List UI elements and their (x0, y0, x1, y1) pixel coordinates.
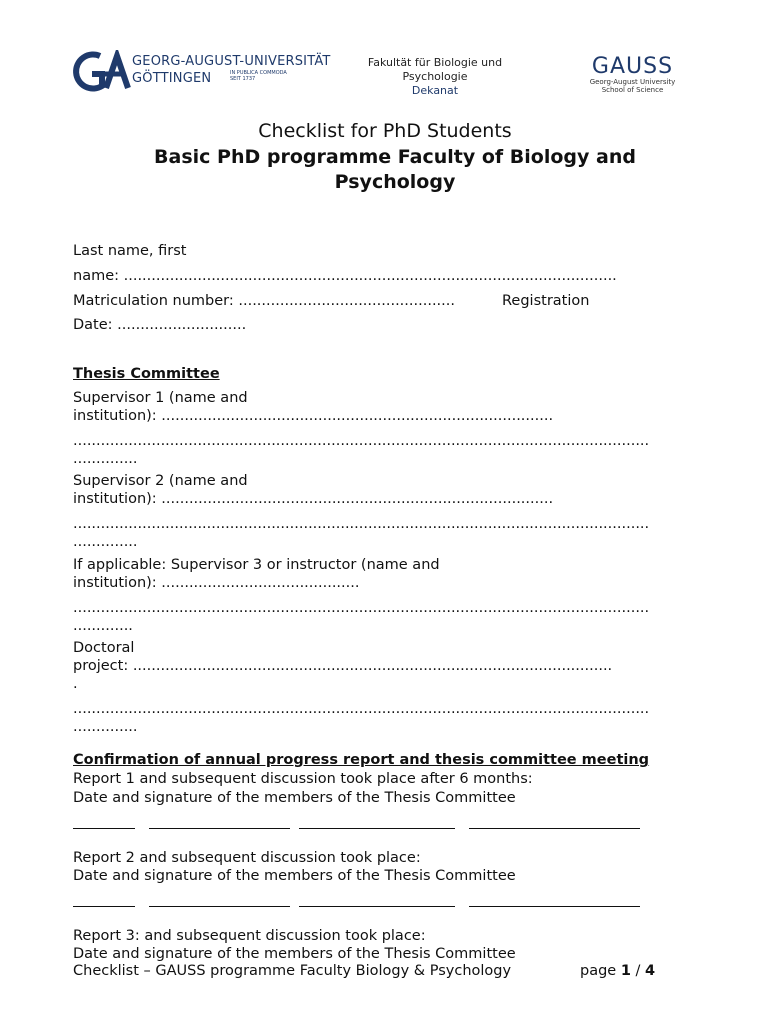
supervisor2-field-line: institution): ..................................................................................... (73, 491, 554, 507)
faculty-name: Fakultät für Biologie und Psychologie (367, 56, 503, 83)
ga-logo-icon (72, 50, 132, 95)
thesis-committee-heading: Thesis Committee (73, 366, 220, 382)
report1-signature-line-3 (469, 828, 640, 829)
gauss-subtitle-1: Georg-August University (589, 78, 676, 86)
supervisor2-label: Supervisor 2 (name and (73, 473, 248, 489)
date-field-line: Date: ............................ (73, 317, 247, 333)
page-prefix: page (580, 963, 621, 979)
gauss-logo (585, 56, 680, 94)
report1-signature-label: Date and signature of the members of the Thesis Committee (73, 790, 516, 806)
faculty-office: Dekanat (411, 84, 459, 97)
report1-signature-line-2 (299, 828, 455, 829)
report2-signature-line-3 (469, 906, 640, 907)
university-motto: IN PUBLICA COMMODA SEIT 1737 (230, 70, 287, 82)
footer-page-number (580, 963, 655, 979)
confirmation-heading: Confirmation of annual progress report and thesis committee meeting (73, 752, 650, 768)
report3-text: Report 3: and subsequent discussion took place: (73, 928, 426, 944)
report2-signature-line-1 (149, 906, 290, 907)
page-current: 1 (620, 963, 631, 979)
university-name-line2: GÖTTINGEN (132, 71, 212, 86)
page-total: 4 (645, 963, 656, 979)
doctoral-project-field-line: project: ........................................................................................................ (73, 658, 613, 674)
report1-signature-line-1 (149, 828, 290, 829)
report1-date-signature-line (73, 828, 135, 829)
doctoral-project-extra-line: ............................................................................................................................. (73, 701, 650, 717)
gauss-subtitle-2: School of Science (601, 86, 664, 94)
supervisor3-extra-line-end: ............. (73, 618, 133, 634)
supervisor2-extra-line-end: .............. (73, 534, 138, 550)
faculty-header (340, 56, 530, 98)
document-title: Checklist for PhD Students (258, 120, 512, 142)
supervisor1-label: Supervisor 1 (name and (73, 390, 248, 406)
name-field-line: name: ........................................................................................................... (73, 268, 617, 284)
doctoral-project-label: Doctoral (73, 640, 135, 656)
report2-date-signature-line (73, 906, 135, 907)
report2-text: Report 2 and subsequent discussion took place: (73, 850, 421, 866)
report2-signature-label: Date and signature of the members of the Thesis Committee (73, 868, 516, 884)
supervisor2-extra-line: ............................................................................................................................. (73, 516, 650, 532)
document-subtitle: Basic PhD programme Faculty of Biology and Psychology (154, 146, 636, 193)
report2-signature-line-2 (299, 906, 455, 907)
supervisor1-field-line: institution): ..................................................................................... (73, 408, 554, 424)
matriculation-field-line: Matriculation number: ............................................... (73, 293, 455, 309)
doctoral-project-dot: . (73, 676, 78, 692)
supervisor3-extra-line: ............................................................................................................................. (73, 600, 650, 616)
supervisor3-label: If applicable: Supervisor 3 or instructor (name and (73, 557, 440, 573)
university-logo (72, 50, 331, 95)
supervisor1-extra-line-end: .............. (73, 451, 138, 467)
report3-signature-label: Date and signature of the members of the Thesis Committee (73, 946, 516, 962)
lastname-label: Last name, first (73, 243, 187, 259)
supervisor1-extra-line: ............................................................................................................................. (73, 433, 650, 449)
registration-label: Registration (502, 293, 590, 309)
footer-document-name: Checklist – GAUSS programme Faculty Biology & Psychology (73, 963, 512, 979)
supervisor3-field-line: institution): ........................................... (73, 575, 360, 591)
gauss-logo-text: GAUSS (591, 54, 674, 79)
page-separator: / (630, 963, 646, 979)
university-name-line1: GEORG-AUGUST-UNIVERSITÄT (132, 54, 331, 69)
report1-text: Report 1 and subsequent discussion took place after 6 months: (73, 771, 533, 787)
doctoral-project-extra-line-end: .............. (73, 719, 138, 735)
